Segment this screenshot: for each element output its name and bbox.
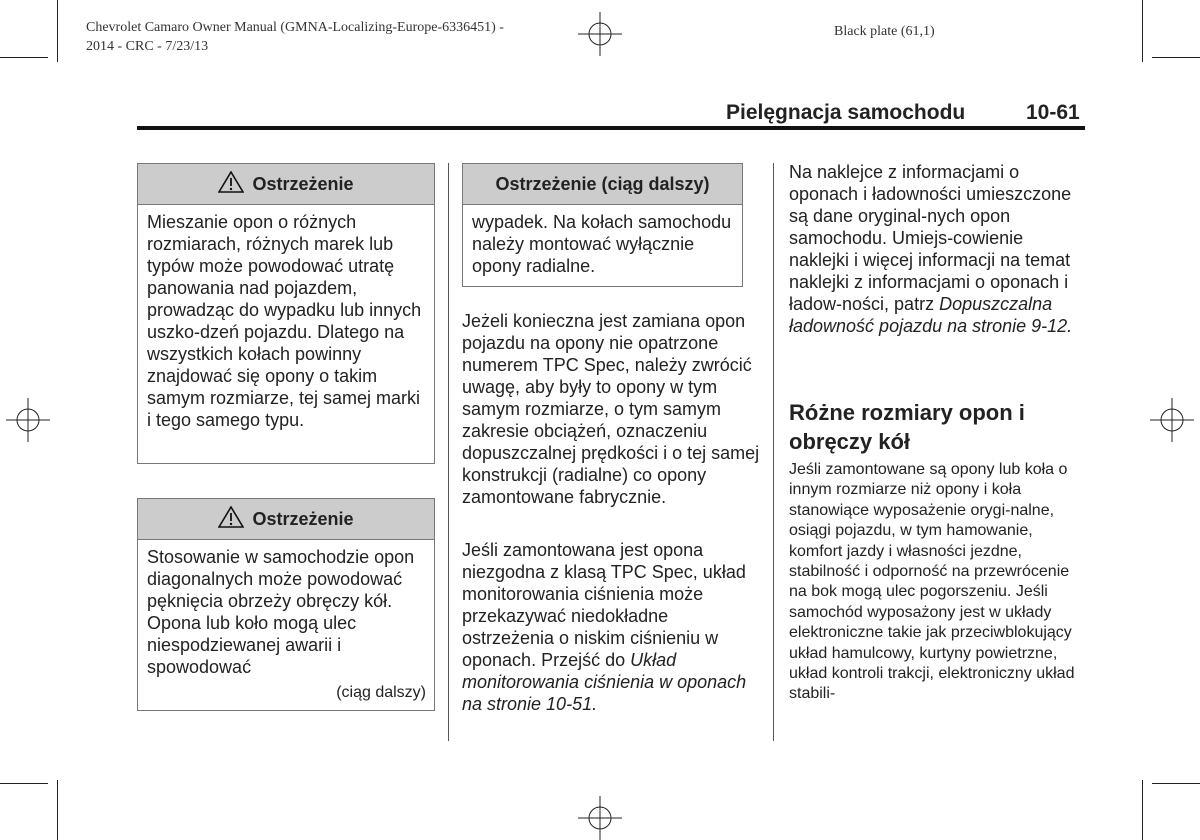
continued-label: (ciąg dalszy) — [336, 684, 426, 701]
warning-header — [138, 164, 434, 205]
registration-mark-icon — [6, 398, 50, 442]
registration-mark-icon — [578, 12, 622, 56]
warning-title: Ostrzeżenie — [252, 174, 354, 194]
warning-title: Ostrzeżenie (ciąg dalszy) — [495, 174, 710, 194]
registration-mark-icon — [578, 796, 622, 840]
paragraph — [789, 161, 1087, 337]
subsection-heading: Różne rozmiary opon i obręczy kół — [789, 400, 1025, 454]
paragraph-text: Jeśli zamontowana jest opona niezgodna z klasą TPC Spec, układ monitorowania ciśnienia może przekazywać niedokładne ostrzeżenia o niskim ciśnieniu w oponach. Przejść do — [462, 540, 746, 670]
plate-label: Black plate (61,1) — [834, 24, 935, 39]
warning-triangle-icon — [218, 506, 244, 528]
paragraph: Jeżeli konieczna jest zamiana opon pojazdu na opony nie opatrzone numerem TPC Spec, należy zwrócić uwagę, aby były to opony w tym samym rozmiarze, o tym samym zakresie obciążeń, oznaczeniu dopuszczalnej prędkości i o tej samej konstrukcji (radialne) co opony zamontowane fabrycznie. — [462, 311, 760, 507]
print-header-line1: Chevrolet Camaro Owner Manual (GMNA-Localizing-Europe-6336451) - — [86, 20, 504, 35]
section-title: Pielęgnacja samochodu — [726, 101, 966, 124]
warning-header — [138, 499, 434, 540]
print-header-line2: 2014 - CRC - 7/23/13 — [86, 39, 209, 54]
crop-mark — [1152, 57, 1200, 58]
paragraph: Jeśli zamontowane są opony lub koła o innym rozmiarze niż opony i koła stanowiące wyposażenie orygi-nalne, osiągi pojazdu, w tym hamowanie, komfort jazdy i własności jezdne, stabilność i odporność na przewrócenie na bok mogą ulec pogorszeniu. Jeśli samochód wyposażony jest w układy elektroniczne takie jak przeciwblokujący układ hamulcowy, kurtyny powietrzne, układ kontroli trakcji, elektroniczny układ stabili- — [789, 461, 1075, 703]
cross-reference: Układ monitorowania ciśnienia w oponach na stronie 10-51. — [462, 650, 747, 714]
crop-mark — [57, 0, 58, 62]
crop-mark — [57, 780, 58, 840]
warning-box — [137, 498, 435, 711]
crop-mark — [1142, 780, 1143, 840]
warning-title: Ostrzeżenie — [252, 509, 354, 529]
warning-body-text: Stosowanie w samochodzie opon diagonalnych może powodować pęknięcia obrzeży obręczy kół. Opona lub koło mogą ulec niespodziewanej awarii i spowodować — [147, 547, 415, 677]
warning-header — [463, 164, 742, 205]
warning-body: wypadek. Na kołach samochodu należy montować wyłącznie opony radialne. — [472, 212, 732, 276]
column-divider — [773, 163, 774, 741]
crop-mark — [1142, 0, 1143, 62]
column-divider — [448, 163, 449, 741]
paragraph-text: Na naklejce z informacjami o oponach i ładowności umieszczone są dane oryginal-nych opon samochodu. Umiejs-cowienie naklejki i więcej informacji na temat naklejki z informacjami o oponach i ładow-ności, patrz — [789, 162, 1072, 314]
crop-mark — [1152, 783, 1200, 784]
registration-mark-icon — [1150, 398, 1194, 442]
print-header — [86, 18, 504, 56]
warning-box — [137, 163, 435, 464]
paragraph — [462, 539, 760, 715]
cross-reference: Dopuszczalna ładowność pojazdu na stronie 9-12. — [789, 294, 1073, 336]
warning-triangle-icon — [218, 171, 244, 193]
warning-body: Mieszanie opon o różnych rozmiarach, różnych marek lub typów może powodować utratę panowania nad pojazdem, prowadząc do wypadku lub innych uszko-dzeń pojazdu. Dlatego na wszystkich kołach powinny znajdować się opony o takim samym rozmiarze, tej samej marki i tego samego typu. — [147, 212, 422, 430]
warning-body — [138, 540, 434, 712]
warning-box-continued — [462, 163, 743, 287]
page-number: 10-61 — [1026, 101, 1080, 124]
crop-mark — [0, 783, 48, 784]
header-rule — [137, 126, 1085, 130]
crop-mark — [0, 57, 48, 58]
